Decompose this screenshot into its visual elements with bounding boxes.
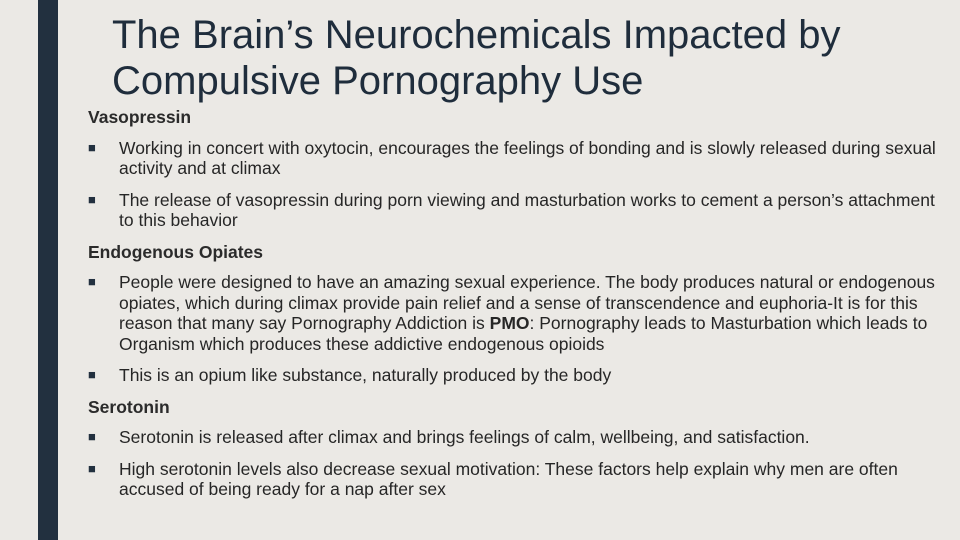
accent-side-bar: [38, 0, 58, 540]
bullet-item: [88, 190, 950, 231]
bullet-text: Working in concert with oxytocin, encourages the feelings of bonding and is slowly released during sexual activity and at climax: [119, 137, 936, 178]
section-heading-endogenous-opiates: Endogenous Opiates: [88, 241, 264, 262]
bullet-text: The release of vasopressin during porn viewing and masturbation works to cement a person’s attachment to this behavior: [119, 189, 935, 230]
slide-title: The Brain’s Neurochemicals Impacted by Compulsive Pornography Use: [112, 13, 841, 103]
bullet-text: This is an opium like substance, naturally produced by the body: [119, 365, 612, 385]
section-heading-vasopressin: Vasopressin: [88, 107, 192, 127]
bullet-text: Serotonin is released after climax and brings feelings of calm, wellbeing, and satisfaction.: [119, 427, 810, 447]
square-bullet-icon: ■: [88, 191, 96, 207]
bullet-text-part: : Pornography leads to Masturbation which leads to Organism which produces these addictive endogenous opioids: [119, 313, 928, 354]
square-bullet-icon: ■: [88, 274, 96, 289]
bullet-item: [88, 459, 950, 500]
square-bullet-icon: ■: [88, 139, 96, 155]
bullet-text-part: People were designed to have an amazing sexual experience. The body produces natural or endogenous opiates, which during climax provide pain relief and a sense of transcendence and euphoria-It is for this reason that many say Pornography Addiction is: [119, 272, 935, 333]
bullet-text: [119, 272, 935, 354]
square-bullet-icon: ■: [88, 460, 96, 476]
section-heading-serotonin: Serotonin: [88, 396, 170, 417]
square-bullet-icon: ■: [88, 367, 96, 382]
bullet-item: [88, 365, 950, 386]
bullet-text: High serotonin levels also decrease sexual motivation: These factors help explain why men are often accused of being ready for a nap after sex: [119, 458, 898, 499]
bullet-item: [88, 138, 950, 179]
bullet-item: [88, 427, 950, 448]
slide-content: [88, 107, 950, 511]
pmo-term: PMO: [489, 313, 530, 333]
square-bullet-icon: ■: [88, 429, 96, 444]
bullet-item: [88, 272, 950, 354]
